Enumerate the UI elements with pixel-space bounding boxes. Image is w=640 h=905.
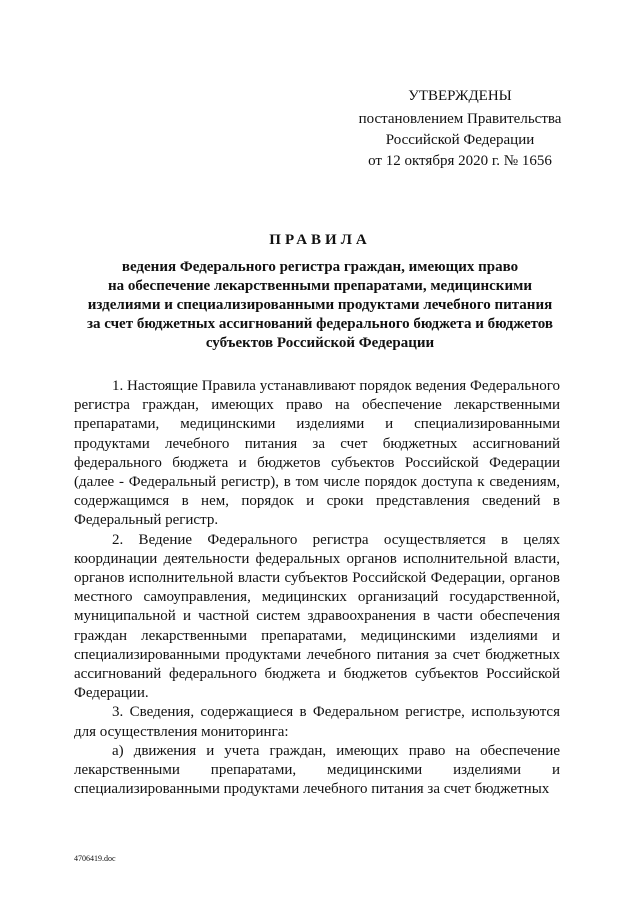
- subtitle-line-2: на обеспечение лекарственными препаратами, медицинскими: [108, 278, 532, 294]
- subtitle-line-5: субъектов Российской Федерации: [205, 335, 435, 351]
- paragraph-3: 3. Сведения, содержащиеся в Федеральном регистре, используются для осуществления мониторинга:: [74, 704, 560, 740]
- subtitle-line-3: изделиями и специализированными продуктами лечебного питания: [87, 297, 553, 313]
- document-body: [74, 377, 560, 799]
- paragraph-3a: а) движения и учета граждан, имеющих право на обеспечение лекарственными препаратами, медицинскими изделиями и специализированными продуктами лечебного питания за счет бюджетных: [74, 742, 560, 798]
- subtitle-line-1: ведения Федерального регистра граждан, имеющих право: [121, 259, 519, 275]
- approval-line-1: постановлением Правительства: [358, 111, 562, 127]
- approval-line-3: от 12 октября 2020 г. № 1656: [368, 153, 552, 169]
- approval-heading: УТВЕРЖДЕНЫ: [408, 88, 512, 104]
- subtitle-line-4: за счет бюджетных ассигнований федерального бюджета и бюджетов: [86, 316, 554, 332]
- document-subtitle: [60, 258, 580, 353]
- paragraph-1: 1. Настоящие Правила устанавливают порядок ведения Федерального регистра граждан, имеющих право на обеспечение лекарственными препаратами, медицинскими изделиями и специализированными продуктами лечебного питания за счет бюджетных ассигнований федерального бюджета и бюджетов субъектов Российской Федерации (далее - Федеральный регистр), в том числе порядок доступа к сведениям, содержащимся в нем, порядок и сроки представления сведений в Федеральный регистр.: [74, 378, 560, 529]
- file-code: 4706419.doc: [74, 854, 116, 863]
- document-title: ПРАВИЛА: [269, 232, 371, 248]
- approval-line-2: Российской Федерации: [385, 132, 535, 148]
- approval-block: [330, 86, 590, 172]
- paragraph-2: 2. Ведение Федерального регистра осуществляется в целях координации деятельности федеральных органов исполнительной власти, органов исполнительной власти субъектов Российской Федерации, органов местного самоуправления, медицинских организаций государственной, муниципальной и частной систем здравоохранения в части обеспечения граждан лекарственными препаратами, медицинскими изделиями и специализированными продуктами лечебного питания за счет бюджетных ассигнований федерального бюджета и бюджетов субъектов Российской Федерации.: [74, 531, 560, 702]
